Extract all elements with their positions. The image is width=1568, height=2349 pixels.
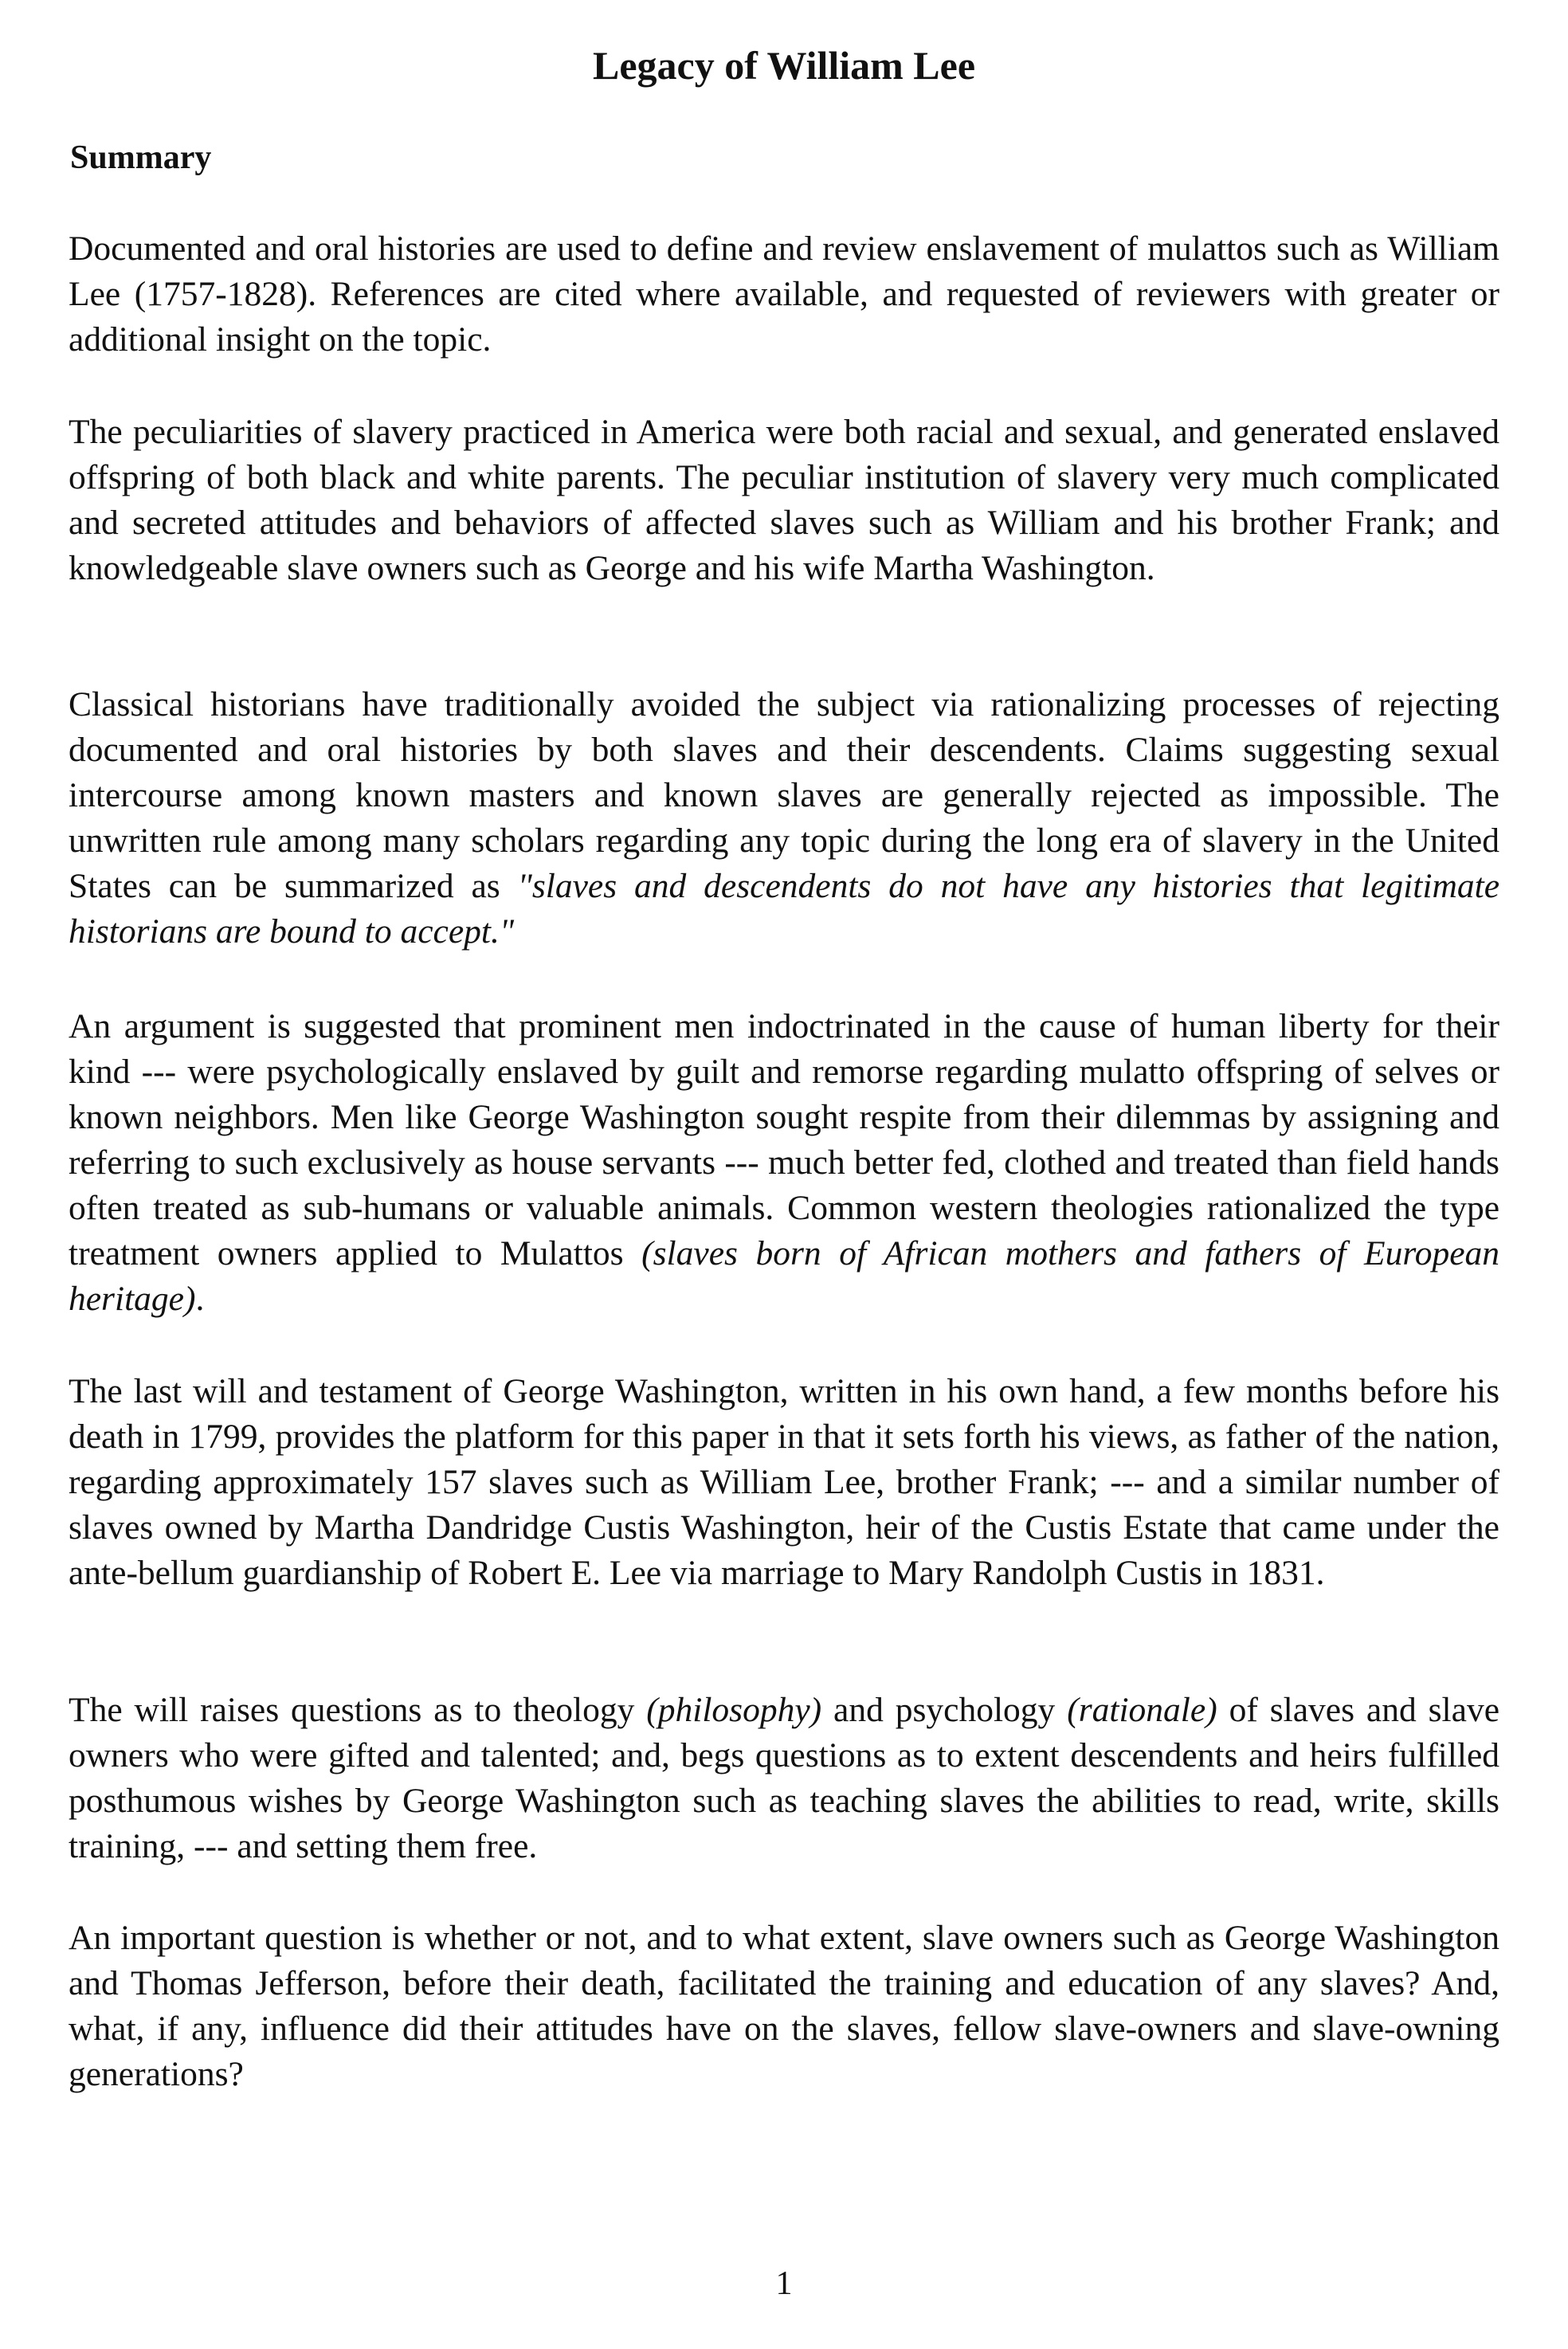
paragraph-6 xyxy=(69,1688,1499,1869)
paragraph-6-text-b: and psychology xyxy=(821,1691,1068,1729)
paragraph-5 xyxy=(69,1369,1499,1596)
paragraph-7 xyxy=(69,1916,1499,2097)
page-number: 1 xyxy=(775,2265,793,2302)
paragraph-4-end: . xyxy=(195,1280,205,1318)
section-heading-summary: Summary xyxy=(70,139,212,176)
paragraph-4 xyxy=(69,1004,1499,1322)
paragraph-6-text-a: The will raises questions as to theology xyxy=(69,1691,647,1729)
document-title: Legacy of William Lee xyxy=(592,43,976,88)
paragraph-2 xyxy=(69,410,1499,591)
paragraph-6-rationale: (rationale) xyxy=(1067,1691,1217,1729)
paragraph-1 xyxy=(69,226,1499,363)
paragraph-5-text: The last will and testament of George Washington, written in his own hand, a few months before his death in 1799, provides the platform for this paper in that it sets forth his views, as father of the nation, regarding approximately 157 slaves such as William Lee, brother Frank; --- and a similar number of slaves owned by Martha Dandridge Custis Washington, heir of the Custis Estate that came under the ante-bellum guardianship of Robert E. Lee via marriage to Mary Randolph Custis in 1831. xyxy=(69,1372,1499,1592)
paragraph-2-text: The peculiarities of slavery practiced in America were both racial and sexual, and generated enslaved offspring of both black and white parents. The peculiar institution of slavery very much complicated and secreted attitudes and behaviors of affected slaves such as William and his brother Frank; and knowledgeable slave owners such as George and his wife Martha Washington. xyxy=(69,413,1499,587)
paragraph-6-text-c: of slaves and slave owners who were gifted and talented; and, begs questions as to extent descendents and heirs fulfilled posthumous wishes by George Washington such as teaching slaves the abilities to read, write, skills training, --- and setting them free. xyxy=(69,1691,1499,1865)
paragraph-1-text: Documented and oral histories are used to define and review enslavement of mulattos such as William Lee (1757-1828). References are cited where available, and requested of reviewers with greater or additional insight on the topic. xyxy=(69,229,1499,359)
paragraph-3 xyxy=(69,682,1499,955)
paragraph-3-quote: "slaves and descendents do not have any histories that legitimate historians are bound to accept." xyxy=(69,867,1499,951)
paragraph-3-text: Classical historians have traditionally avoided the subject via rationalizing processes of rejecting documented and oral histories by both slaves and their descendents. Claims suggesting sexual intercourse among known masters and known slaves are generally rejected as impossible. The unwritten rule among many scholars regarding any topic during the long era of slavery in the United States can be summarized as xyxy=(69,685,1499,905)
paragraph-7-text: An important question is whether or not, and to what extent, slave owners such as George Washington and Thomas Jefferson, before their death, facilitated the training and education of any slaves? And, what, if any, influence did their attitudes have on the slaves, fellow slave-owners and slave-owning generations? xyxy=(69,1919,1499,2093)
paragraph-4-definition: (slaves born of African mothers and fathers of European heritage) xyxy=(69,1234,1499,1318)
paragraph-6-philosophy: (philosophy) xyxy=(646,1691,822,1729)
paragraph-4-text: An argument is suggested that prominent men indoctrinated in the cause of human liberty for their kind --- were psychologically enslaved by guilt and remorse regarding mulatto offspring of selves or known neighbors. Men like George Washington sought respite from their dilemmas by assigning and referring to such exclusively as house servants --- much better fed, clothed and treated than field hands often treated as sub-humans or valuable animals. Common western theologies rationalized the type treatment owners applied to Mulattos xyxy=(69,1007,1499,1273)
